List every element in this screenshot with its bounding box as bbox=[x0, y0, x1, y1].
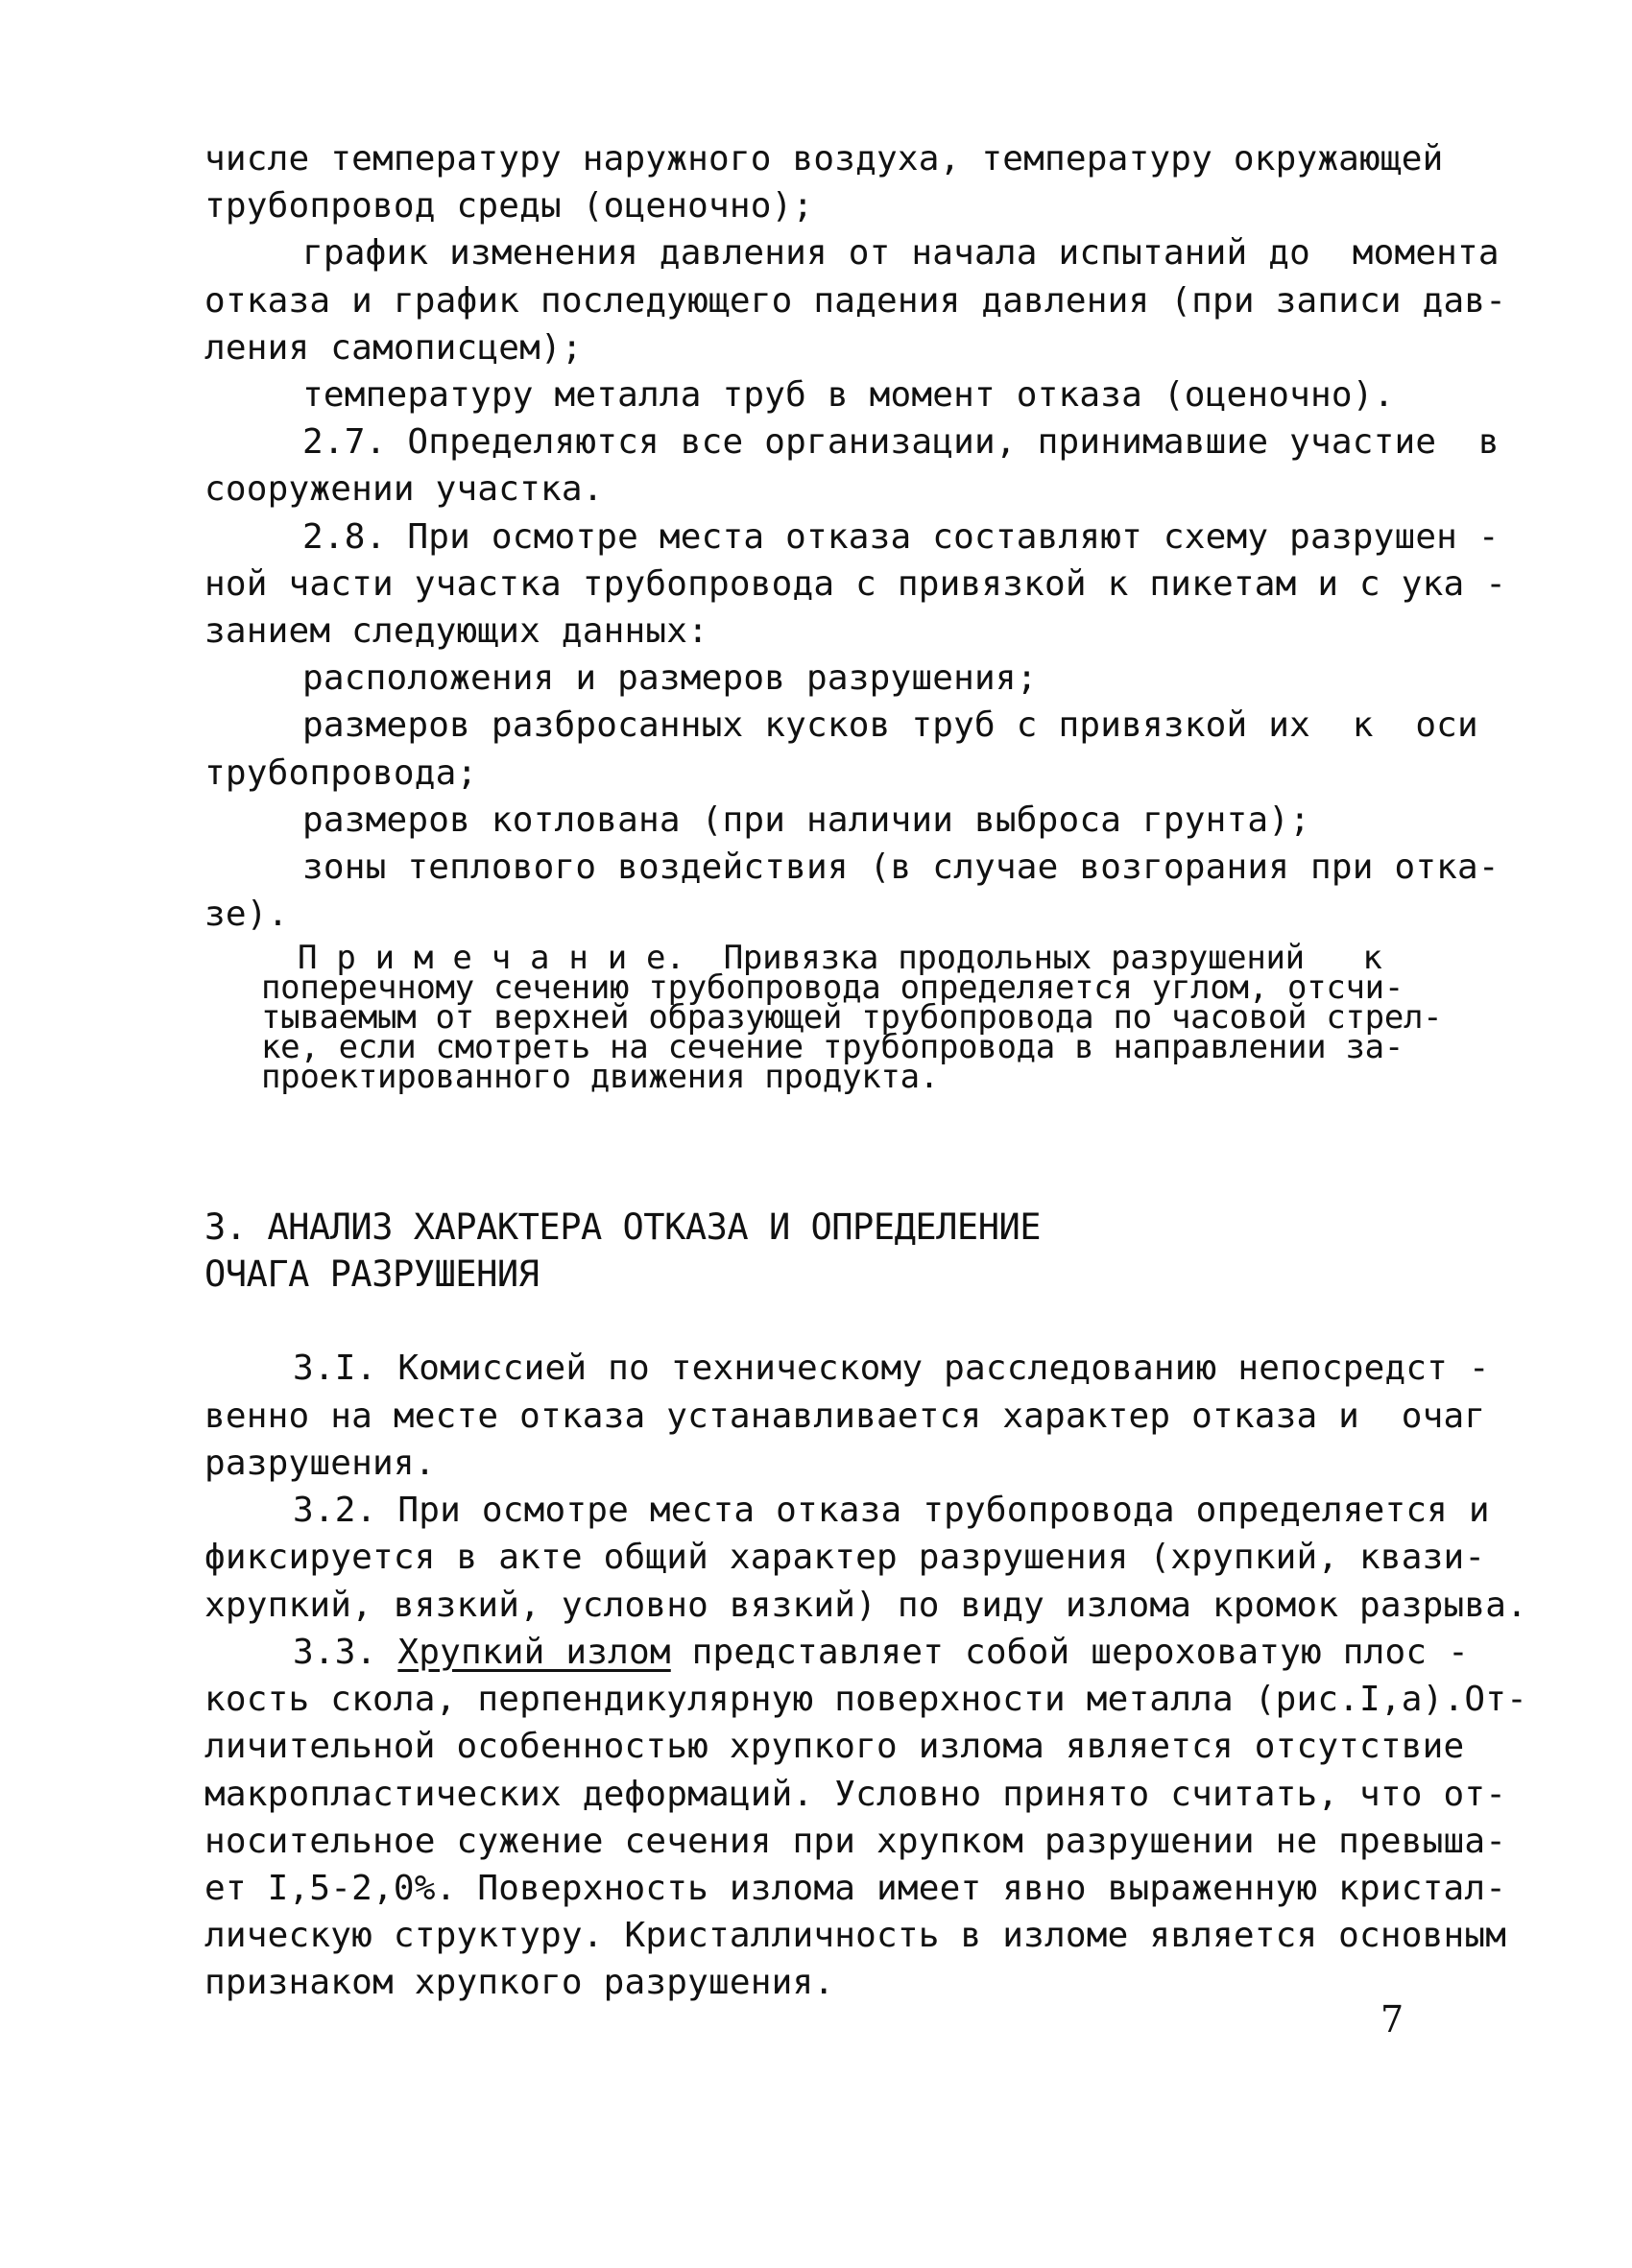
list-item-line: расположения и размеров разрушения; bbox=[302, 658, 1038, 698]
paragraph-line: венно на месте отказа устанавливается характер отказа и очаг bbox=[204, 1397, 1486, 1436]
paragraph-line: макропластических деформаций. Условно принято считать, что от- bbox=[204, 1775, 1507, 1814]
note-line: тываемым от верхней образующей трубопровода по часовой стрел- bbox=[261, 998, 1443, 1037]
paragraph-line: носительное сужение сечения при хрупком разрушении не превыша- bbox=[204, 1822, 1507, 1861]
paragraph-3-2: 3.2. При осмотре места отказа трубопровода определяется и bbox=[293, 1491, 1490, 1530]
paragraph-line: числе температуру наружного воздуха, температуру окружающей bbox=[204, 139, 1444, 179]
paragraph-number: 3.3. bbox=[293, 1633, 398, 1672]
paragraph-2-8: 2.8. При осмотре места отказа составляют схему разрушен - bbox=[302, 517, 1500, 557]
note-line: проектированного движения продукта. bbox=[261, 1058, 939, 1096]
list-item-line: отказа и график последующего падения давления (при записи дав- bbox=[204, 281, 1507, 321]
paragraph-line: трубопровод среды (оценочно); bbox=[204, 186, 814, 226]
paragraph-line: ет I,5-2,0%. Поверхность излома имеет явно выраженную кристал- bbox=[204, 1869, 1507, 1908]
list-item-line: размеров разбросанных кусков труб с привязкой их к оси bbox=[302, 705, 1478, 745]
paragraph-text: представляет собой шероховатую плос - bbox=[670, 1633, 1469, 1672]
section-heading: ОЧАГА РАЗРУШЕНИЯ bbox=[204, 1253, 540, 1295]
list-item-line: температуру металла труб в момент отказа (оценочно). bbox=[302, 375, 1395, 415]
paragraph-line: сооружении участка. bbox=[204, 469, 604, 509]
paragraph-2-7: 2.7. Определяются все организации, принимавшие участие в bbox=[302, 422, 1500, 462]
list-item-line: зоны теплового воздействия (в случае возгорания при отка- bbox=[302, 848, 1500, 887]
list-item-line: график изменения давления от начала испытаний до момента bbox=[302, 233, 1500, 273]
note-line: поперечному сечению трубопровода определяется углом, отсчи- bbox=[261, 968, 1404, 1007]
note-line: ке, если смотреть на сечение трубопровода в направлении за- bbox=[261, 1028, 1404, 1066]
paragraph-line: ной части участка трубопровода с привязкой к пикетам и с ука - bbox=[204, 564, 1507, 604]
list-item-line: ления самописцем); bbox=[204, 328, 583, 368]
paragraph-line: личительной особенностью хрупкого излома является отсутствие bbox=[204, 1727, 1465, 1766]
paragraph-line: фиксируется в акте общий характер разрушения (хрупкий, квази- bbox=[204, 1538, 1486, 1577]
section-heading: 3. АНАЛИЗ ХАРАКТЕРА ОТКАЗА И ОПРЕДЕЛЕНИЕ bbox=[204, 1206, 1042, 1248]
paragraph-line: разрушения. bbox=[204, 1444, 436, 1483]
list-item-line: зе). bbox=[204, 895, 289, 934]
paragraph-line: кость скола, перпендикулярную поверхности металла (рис.I,а).От- bbox=[204, 1680, 1528, 1719]
paragraph-line: занием следующих данных: bbox=[204, 611, 708, 651]
list-item-line: размеров котлована (при наличии выброса грунта); bbox=[302, 800, 1310, 840]
paragraph-3-3 bbox=[293, 1630, 1469, 1676]
paragraph-line: лическую структуру. Кристалличность в изломе является основным bbox=[204, 1916, 1507, 1955]
note-line: П р и м е ч а н и е. Привязка продольных разрушений к bbox=[298, 939, 1382, 977]
paragraph-3-1: 3.I. Комиссией по техническому расследованию непосредст - bbox=[293, 1349, 1490, 1388]
underlined-term: Хрупкий излом bbox=[397, 1633, 671, 1672]
paragraph-line: хрупкий, вязкий, условно вязкий) по виду излома кромок разрыва. bbox=[204, 1586, 1528, 1625]
page-number: 7 bbox=[1380, 1998, 1404, 2041]
paragraph-line: признаком хрупкого разрушения. bbox=[204, 1963, 835, 2002]
list-item-line: трубопровода; bbox=[204, 753, 478, 793]
